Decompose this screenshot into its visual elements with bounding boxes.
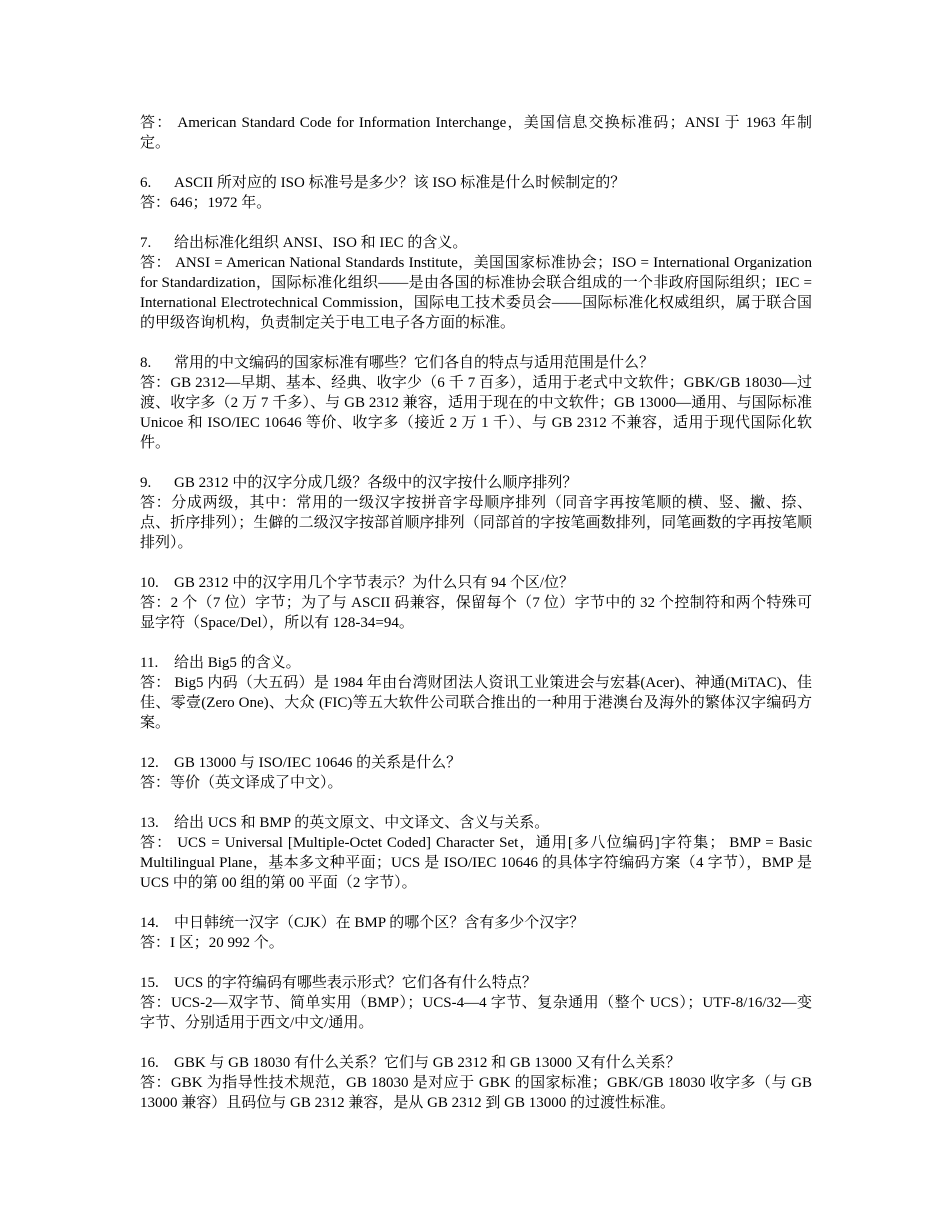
question-number: 9.: [140, 475, 152, 491]
question-number: 15.: [140, 975, 159, 991]
question: [140, 813, 812, 833]
answer: 答：GB 2312—早期、基本、经典、收字少（6 千 7 百多），适用于老式中文软件；GBK/GB 18030—过渡、收字多（2 万 7 千多）、与 GB 2312 兼容，适用于现在的中文软件；GB 13000—通用、与国际标准 Unicoe 和 ISO/IEC 10646 等价、收字多（接近 2 万 1 千）、与 GB 2312 不兼容，适用于现代国际化软件。: [140, 375, 812, 451]
qa-item-14: [140, 913, 812, 953]
qa-item-13: [140, 813, 812, 893]
answer: 答： ANSI = American National Standards Institute，美国国家标准协会；ISO = International Organization for Standardization，国际标准化组织——是由各国的标准协会联合组成的一个非政府国际组织；IEC = International Electrotechnical Commission，国际电工技术委员会——国际标准化权威组织，属于联合国的甲级咨询机构，负责制定关于电工电子各方面的标准。: [140, 255, 812, 331]
qa-item-15: [140, 973, 812, 1033]
question-text: 中日韩统一汉字（CJK）在 BMP 的哪个区？含有多少个汉字？: [174, 915, 585, 931]
answer: 答：UCS-2—双字节、简单实用（BMP）；UCS-4—4 字节、复杂通用（整个 UCS）；UTF-8/16/32—变字节、分别适用于西文/中文/通用。: [140, 995, 812, 1031]
question-number: 6.: [140, 175, 152, 191]
answer: 答：分成两级，其中：常用的一级汉字按拼音字母顺序排列（同音字再按笔顺的横、竖、撇、捺、点、折序排列）；生僻的二级汉字按部首顺序排列（同部首的字按笔画数排列，同笔画数的字再按笔顺排列）。: [140, 495, 812, 551]
question-number: 11.: [140, 655, 159, 671]
answer: 答：等价（英文译成了中文）。: [140, 775, 343, 791]
qa-item-8: [140, 353, 812, 453]
document-page: [140, 113, 812, 1133]
question: [140, 753, 812, 773]
question-text: GBK 与 GB 18030 有什么关系？它们与 GB 2312 和 GB 13000 又有什么关系？: [174, 1055, 681, 1071]
answer: 答： UCS = Universal [Multiple-Octet Coded] Character Set，通用[多八位编码]字符集； BMP = Basic Multilingual Plane，基本多文种平面；UCS 是 ISO/IEC 10646 的具体字符编码方案（4 字节），BMP 是 UCS 中的第 00 组的第 00 平面（2 字节）。: [140, 835, 812, 891]
answer: 答：I 区；20 992 个。: [140, 935, 284, 951]
answer: 答：646；1972 年。: [140, 195, 272, 211]
question-number: 10.: [140, 575, 159, 591]
qa-item-7: [140, 233, 812, 333]
qa-item-6: [140, 173, 812, 213]
question: [140, 573, 812, 593]
question-text: 给出标准化组织 ANSI、ISO 和 IEC 的含义。: [174, 235, 468, 251]
question: [140, 353, 812, 373]
question-text: 给出 UCS 和 BMP 的英文原文、中文译文、含义与关系。: [174, 815, 550, 831]
qa-item-11: [140, 653, 812, 733]
question-text: 常用的中文编码的国家标准有哪些？它们各自的特点与适用范围是什么？: [174, 355, 655, 371]
question-number: 8.: [140, 355, 152, 371]
question-number: 13.: [140, 815, 159, 831]
question-text: GB 2312 中的汉字分成几级？各级中的汉字按什么顺序排列？: [174, 475, 578, 491]
question-text: GB 13000 与 ISO/IEC 10646 的关系是什么？: [174, 755, 462, 771]
qa-item-12: [140, 753, 812, 793]
question: [140, 1053, 812, 1073]
qa-item-9: [140, 473, 812, 553]
answer: 答：GBK 为指导性技术规范，GB 18030 是对应于 GBK 的国家标准；GBK/GB 18030 收字多（与 GB 13000 兼容）且码位与 GB 2312 兼容，是从 GB 2312 到 GB 13000 的过渡性标准。: [140, 1075, 812, 1111]
question-text: UCS 的字符编码有哪些表示形式？它们各有什么特点？: [174, 975, 537, 991]
question: [140, 233, 812, 253]
question: [140, 973, 812, 993]
question: [140, 913, 812, 933]
question-text: ASCII 所对应的 ISO 标准号是多少？该 ISO 标准是什么时候制定的？: [174, 175, 626, 191]
qa-item-10: [140, 573, 812, 633]
question-number: 14.: [140, 915, 159, 931]
question: [140, 473, 812, 493]
qa-item-16: [140, 1053, 812, 1113]
question-number: 16.: [140, 1055, 159, 1071]
intro-answer: 答： American Standard Code for Information Interchange，美国信息交换标准码；ANSI 于 1963 年制定。: [140, 115, 812, 151]
question: [140, 173, 812, 193]
question-text: 给出 Big5 的含义。: [174, 655, 301, 671]
answer: 答： Big5 内码（大五码）是 1984 年由台湾财团法人资讯工业策进会与宏碁(Acer)、神通(MiTAC)、佳佳、零壹(Zero One)、大众 (FIC)等五大软件公司联合推出的一种用于港澳台及海外的繁体汉字编码方案。: [140, 675, 812, 731]
question: [140, 653, 812, 673]
answer: 答：2 个（7 位）字节；为了与 ASCII 码兼容，保留每个（7 位）字节中的 32 个控制符和两个特殊可显字符（Space/Del），所以有 128-34=94。: [140, 595, 812, 631]
question-text: GB 2312 中的汉字用几个字节表示？为什么只有 94 个区/位？: [174, 575, 575, 591]
question-number: 7.: [140, 235, 152, 251]
question-number: 12.: [140, 755, 159, 771]
